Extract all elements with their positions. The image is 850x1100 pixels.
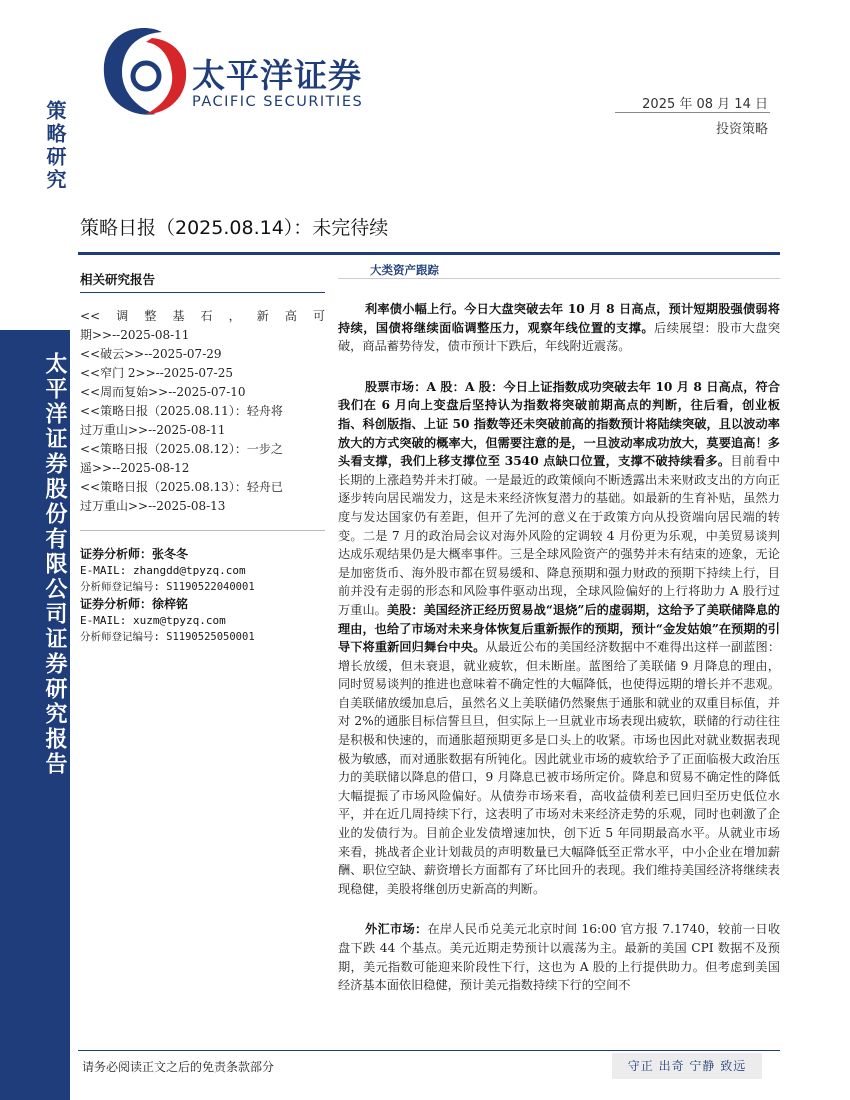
analyst-block <box>80 545 325 595</box>
sidebar-top-label: 策略研究 <box>43 100 67 192</box>
related-item[interactable]: <<策略日报（2025.08.12）：一步之 <box>80 442 283 456</box>
related-item[interactable]: <<破云>>--2025-07-29 <box>80 347 222 361</box>
para-text: 后续展望：股市大盘突破，商品蓄势待发，债市预计下跌后，年线附近震荡。 <box>338 320 781 354</box>
sidebar <box>0 0 70 1100</box>
title-divider <box>78 252 780 255</box>
footer-motto: 守正 出奇 宁静 致远 <box>612 1053 762 1079</box>
sidebar-bottom <box>0 330 70 1100</box>
para-text: 目前看中长期的上涨趋势并未打破。一是最近的政策倾向不断透露出未来财政支出的方向正逐步转向居民端发力，这是未来经济恢复潜力的基础。如最新的生育补贴，虽然力度与发达国家仍有差距，但开了先河的意义在于政策方向从投资端向居民端的转变。二是 7 月的政治局会议对海外风险的定调较 4 月份更为乐观，中美贸易谈判达成乐观结果仍是大概率事件。三是全球风险资产的强势并未有结束的迹象，无论是加密货币、海外股市都在贸易缓和、降息预期和强力财政的预期下持续上行，目前并没有走弱的形态和风险事件驱动出现，全球风险偏好的上行将助力 A 股行过万重山。 <box>338 454 781 617</box>
report-date: 2025 年 08 月 14 日 <box>642 97 768 112</box>
para-bold: 利率债小幅上行。今日大盘突破去年 10 月 8 日高点，预计短期股强债弱将持续，国债将继续面临调整压力，观察年线位置的支撑。 <box>338 302 780 335</box>
para-text: 从最近公布的美国经济数据中不难得出这样一副蓝图：增长放缓，但未衰退，就业疲软，但未断崖。蓝图给了美联储 9 月降息的理由，同时贸易谈判的推进也意味着不确定性的大幅降低，也使得远期的增长并不悲观。自美联储放缓加息后，虽然名义上美联储仍然聚焦于通胀和就业的双重目标值，并对 2%的通胀目标信誓旦旦，但实际上一旦就业市场表现出疲软，联储的行动往往是积极和快速的，而通胀超预期更多是口头上的收紧。市场也因此对就业数据表现极为敏感，而对通胀数据有所钝化。因此就业市场的疲软给予了正面临极大政治压力的美联储以降息的借口，9 月降息已被市场所定价。降息和贸易不确定性的降低大幅提振了市场风险偏好。从债券市场来看，高收益债利差已回归至历史低位水平，并在近几周持续下行，这表明了市场对未来经济走势的乐观，同时也刺激了企业的发债行为。目前企业发债增速加快，创下近 5 年同期最高水平。从就业市场来看，挑战者企业计划裁员的声明数量已大幅降低至正常水平，中小企业在增加薪酬、职位空缺、薪资增长方面都有了环比回升的表现。我们维持美国经济将继续表现稳健，美股将继创历史新高的判断。 <box>338 640 781 896</box>
para-bold: 股票市场：A 股：A 股：今日上证指数成功突破去年 10 月 8 日高点，符合我们在 6 月向上变盘后坚持认为指数将突破前期高点的判断，往后看，创业板指、科创版指、上证 50 指数等还未突破前高的指数预计将陆续突破，且以波动率放大的方式突破的概率大，但需要注意的是，一旦波动率成功放大，莫要追高！多头看支撑，我们上移支撑位至 3540 点缺口位置，支撑不破持续看多。 <box>338 379 780 469</box>
analyst-name: 证券分析师：张冬冬 <box>80 547 189 561</box>
para-text: 在岸人民币兑美元北京时间 16:00 官方报 7.1740，较前一日收盘下跌 44 个基点。美元近期走势预计以震荡为主。最新的美国 CPI 数据不及预期，美元指数可能迎来阶段性下行，这也为 A 股的上行提供助力。但考虑到美国经济基本面依旧稳健，预计美元指数持续下行的空间不 <box>338 922 781 993</box>
related-item[interactable]: 过万重山>>--2025-08-11 <box>80 423 226 437</box>
analyst-email[interactable]: E-MAIL: xuzm@tpyzq.com <box>80 614 226 627</box>
analyst-block <box>80 595 325 645</box>
para-bold: 美股：美国经济正经历贸易战“退烧”后的虚弱期，这给予了美联储降息的理由，也给了市场对未来身体恢复后重新振作的预期，预计“金发姑娘”在预期的引导下将重新回归舞台中央。 <box>338 602 780 655</box>
main-content <box>338 262 780 995</box>
related-reports-panel <box>80 270 325 645</box>
related-item[interactable]: <<周而复始>>--2025-07-10 <box>80 385 246 399</box>
related-item[interactable]: 遥>>--2025-08-12 <box>80 461 190 475</box>
analyst-name: 证券分析师：徐梓铭 <box>80 597 189 611</box>
logo-en-text: PACIFIC SECURITIES <box>192 94 364 110</box>
logo-cn-text: 太平洋证券 <box>192 56 362 95</box>
page-title: 策略日报（2025.08.14）：未完待续 <box>80 217 389 239</box>
related-heading: 相关研究报告 <box>80 270 325 293</box>
paragraph-fx <box>338 920 780 994</box>
paragraph-bonds <box>338 300 780 356</box>
analyst-divider <box>80 530 325 531</box>
company-logo <box>100 22 380 122</box>
section-divider <box>338 278 780 279</box>
related-item[interactable]: 期>>--2025-08-11 <box>80 328 190 342</box>
analyst-email[interactable]: E-MAIL: zhangdd@tpyzq.com <box>80 564 246 577</box>
related-item[interactable]: <<窄门 2>>--2025-07-25 <box>80 366 233 380</box>
related-item[interactable]: <<策略日报（2025.08.11）：轻舟将 <box>80 404 283 418</box>
related-item[interactable]: <<调整基石，新高可 <box>80 309 325 323</box>
footer-divider <box>78 1050 780 1051</box>
analyst-reg: 分析师登记编号: S1190525050001 <box>80 631 255 643</box>
related-item[interactable]: <<策略日报（2025.08.13）：轻舟已 <box>80 480 283 494</box>
report-category: 投资策略 <box>715 122 768 137</box>
para-bold: 外汇市场： <box>365 922 428 937</box>
sidebar-bottom-label: 太平洋证券股份有限公司证券研究报告 <box>42 352 67 777</box>
section-heading: 大类资产跟踪 <box>370 263 439 277</box>
analyst-reg: 分析师登记编号: S1190522040001 <box>80 581 255 593</box>
date-divider <box>615 112 770 113</box>
related-item[interactable]: 过万重山>>--2025-08-13 <box>80 499 226 513</box>
sidebar-top <box>0 0 70 330</box>
logo-mark-icon <box>100 22 190 122</box>
paragraph-stocks <box>338 378 780 899</box>
footer-disclaimer: 请务必阅读正文之后的免责条款部分 <box>82 1060 275 1074</box>
